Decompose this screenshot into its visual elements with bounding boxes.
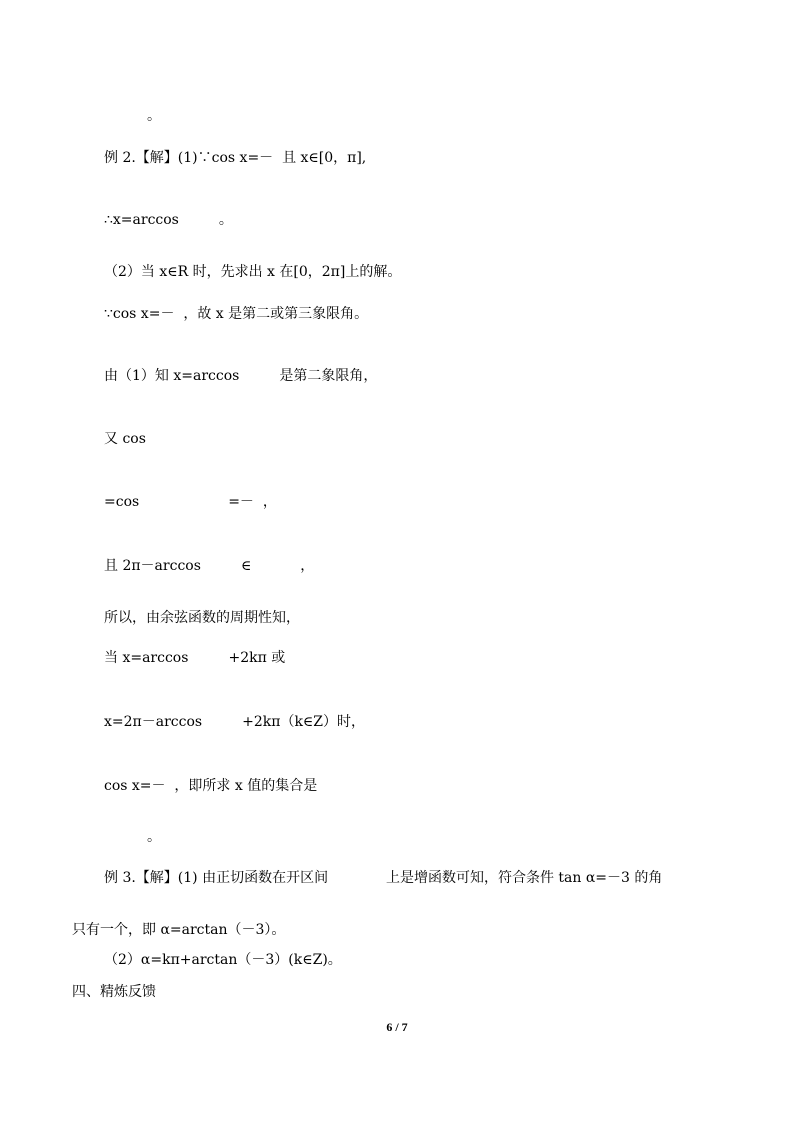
- text-line-x-2pi: x=2π－arccos +2kπ（k∈Z）时，: [104, 714, 366, 730]
- text-line-general-solution: （2）α=kπ+arctan（－3）(k∈Z)。: [104, 952, 342, 968]
- section-heading-practice: 四、精炼反馈: [72, 984, 156, 1000]
- example-3-heading-line: 例 3.【解】(1) 由正切函数在开区间 上是增函数可知，符合条件 tan α=－3 的角: [104, 870, 663, 886]
- text-line-2pi-minus: 且 2π－arccos ∈ ，: [104, 558, 315, 574]
- text-line-cos-equals: =cos =－ ，: [104, 494, 277, 510]
- text-line-solution-set: cos x=－ ，即所求 x 值的集合是: [104, 778, 318, 794]
- text-line-only-one: 只有一个，即 α=arctan（－3）。: [72, 922, 286, 938]
- page-number: 6 / 7: [386, 1020, 408, 1034]
- text-line-part-2-intro: （2）当 x∈R 时，先求出 x 在[0，2π]上的解。: [104, 264, 402, 280]
- text-line-period-1: 。: [147, 108, 161, 124]
- example-2-heading-line: 例 2.【解】(1)∵cos x=－ 且 x∈[0，π],: [104, 150, 367, 166]
- text-line-quadrant: ∵cos x=－ ，故 x 是第二或第三象限角。: [104, 306, 369, 322]
- text-line-second-quadrant: 由（1）知 x=arccos 是第二象限角，: [104, 368, 378, 384]
- text-line-period-2: 。: [147, 829, 161, 845]
- text-line-periodicity: 所以，由余弦函数的周期性知，: [104, 610, 300, 626]
- text-line-arccos-result: ∴x=arccos 。: [104, 212, 233, 228]
- text-line-cos: 又 cos: [104, 431, 146, 447]
- text-line-when-x: 当 x=arccos +2kπ 或: [104, 650, 286, 666]
